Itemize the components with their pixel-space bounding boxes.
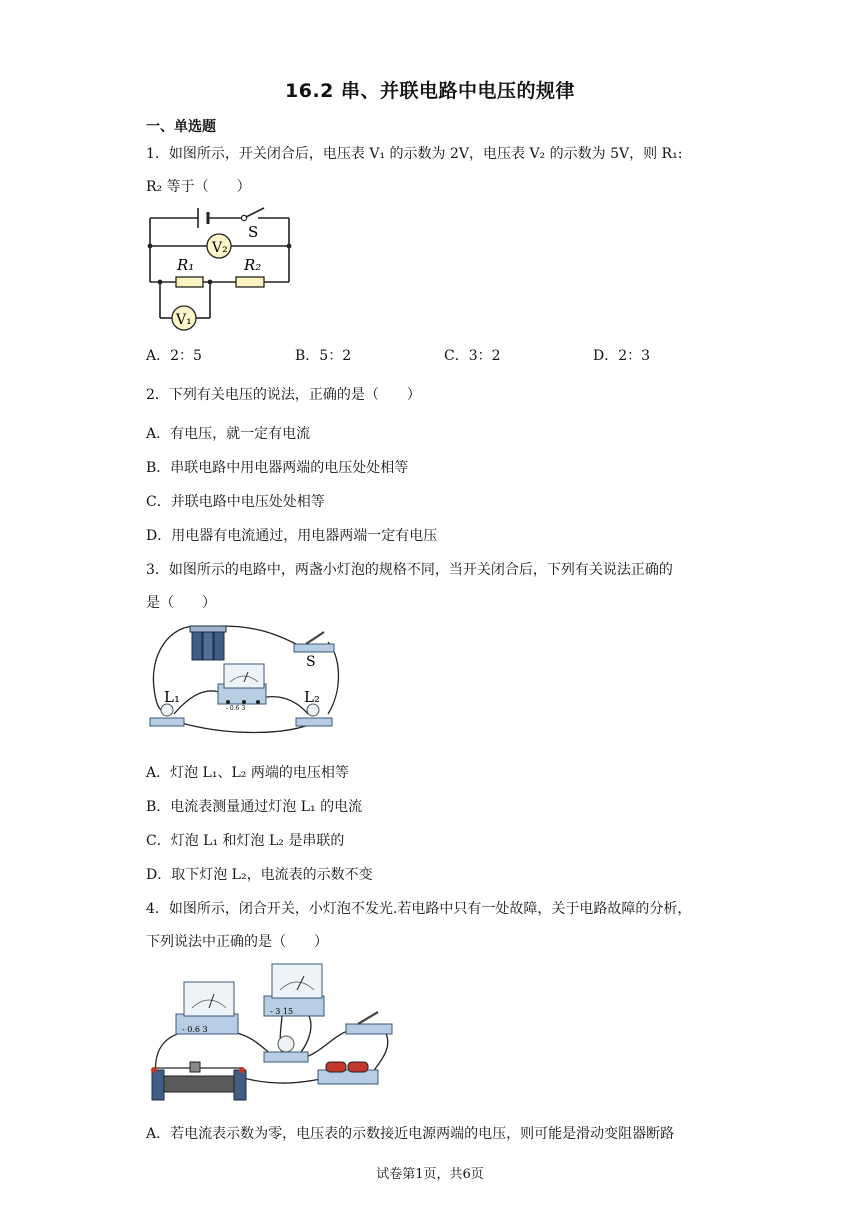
ammeter-scale-label: - 0.6 3 [182,1025,208,1034]
q2-stem: 2．下列有关电压的说法，正确的是（ ） [146,387,421,403]
q1-option-d: D．2：3 [593,348,651,364]
q3-stem-line1: 3．如图所示的电路中，两盏小灯泡的规格不同，当开关闭合后，下列有关说法正确的 [146,562,673,578]
q4-circuit-figure [146,958,398,1110]
q3-option-c: C．灯泡 L₁ 和灯泡 L₂ 是串联的 [146,833,345,849]
switch-label: S [248,223,259,241]
ammeter-scale-label: - 0.6 3 [226,705,246,712]
q3-switch-label: S [306,654,316,670]
q3-option-d: D．取下灯泡 L₂，电流表的示数不变 [146,867,373,883]
section-heading: 一、单选题 [146,119,216,135]
q3-l1-label: L₁ [164,688,180,706]
q1-stem-line2: R₂ 等于（ ） [146,179,251,195]
q2-option-a: A．有电压，就一定有电流 [146,426,311,442]
resistor-r2 [236,277,264,287]
voltmeter-scale-label: - 3 15 [270,1007,294,1016]
switch-device [346,1012,392,1034]
switch-pivot [241,215,246,220]
resistor-r1 [176,277,203,287]
q4-stem-line2: 下列说法中正确的是（ ） [146,934,328,950]
q1-option-c: C．3：2 [444,348,501,364]
battery-holder [318,1062,378,1084]
q3-option-b: B．电流表测量通过灯泡 L₁ 的电流 [146,799,363,815]
q2-option-c: C．并联电路中电压处处相等 [146,494,325,510]
q3-l2-label: L₂ [304,688,320,706]
q2-option-d: D．用电器有电流通过，用电器两端一定有电压 [146,528,438,544]
ammeter-device [218,664,266,704]
q4-option-a: A．若电流表示数为零，电压表的示数接近电源两端的电压，则可能是滑动变阻器断路 [146,1126,675,1142]
v1-label: V₁ [176,312,192,328]
q3-option-a: A．灯泡 L₁、L₂ 两端的电压相等 [146,765,349,781]
q1-option-b: B．5：2 [295,348,352,364]
page-footer: 试卷第1页，共6页 [376,1167,484,1182]
rheostat-device [151,1062,246,1100]
q1-option-a: A．2：5 [146,348,202,364]
q1-stem-line1: 1．如图所示，开关闭合后，电压表 V₁ 的示数为 2V，电压表 V₂ 的示数为 5V，则 R₁: [146,146,683,162]
q3-circuit-figure [146,618,362,738]
r1-label: R₁ [177,256,195,274]
bulb-l1 [150,704,184,726]
q4-stem-line1: 4．如图所示，闭合开关，小灯泡不发光.若电路中只有一处故障，关于电路故障的分析， [146,901,692,917]
r2-label: R₂ [244,256,262,274]
page-title: 16.2 串、并联电路中电压的规律 [285,80,575,102]
q1-circuit-figure [146,200,296,332]
q3-stem-line2: 是（ ） [146,595,216,611]
v2-label: V₂ [212,240,228,256]
battery-pack [190,626,226,660]
bulb [264,1036,308,1062]
switch-lever [244,208,264,218]
q2-option-b: B．串联电路中用电器两端的电压处处相等 [146,460,409,476]
